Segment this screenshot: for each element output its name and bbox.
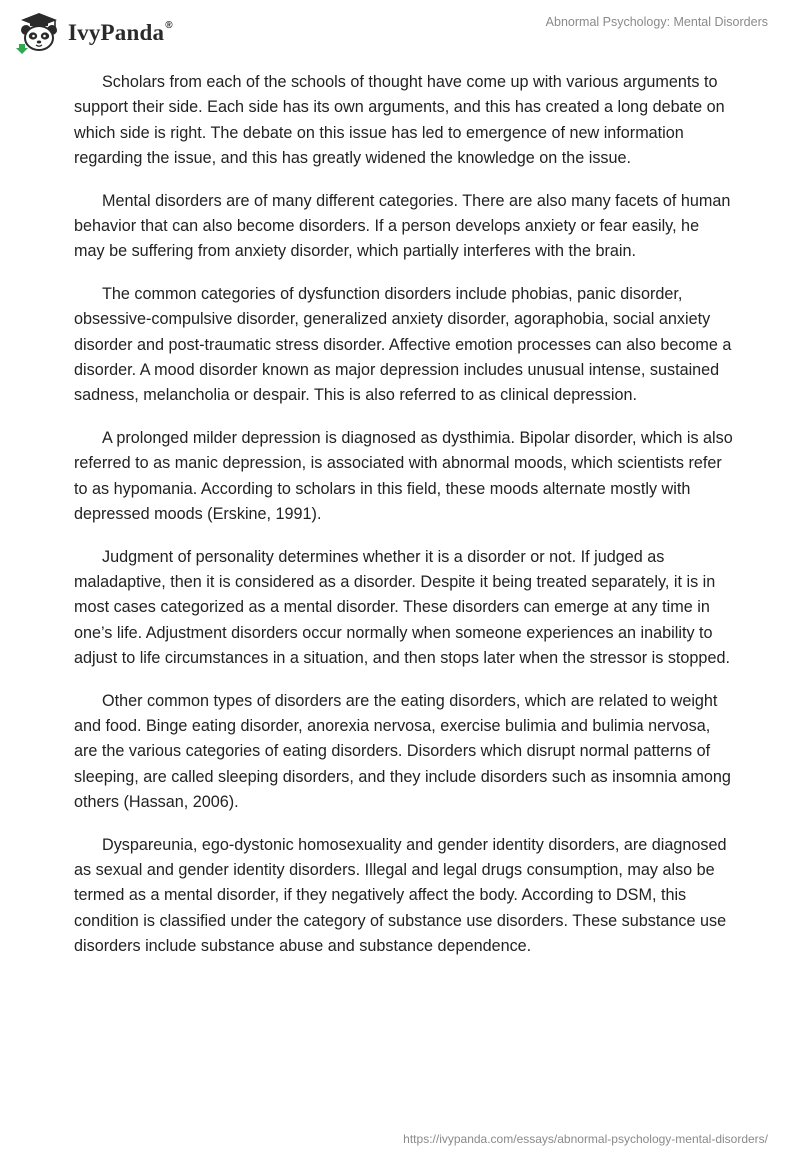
paragraph: The common categories of dysfunction disorders include phobias, panic disorder, obsessive-compulsive disorder, generalized anxiety disorder, agoraphobia, social anxiety disorder and post-traumatic stress disorder. Affective emotion processes can also become a disorder. A mood disorder known as major depression includes unusual intense, sustained sadness, melancholia or despair. This is also referred to as clinical depression.	[74, 284, 732, 405]
paragraph: Judgment of personality determines whether it is a disorder or not. If judged as maladaptive, then it is considered as a disorder. Despite it being treated separately, it is in most cases categorized as a mental disorder. These disorders can emerge at any time in one’s life. Adjustment disorders occur normally when someone experiences an inability to adjust to life circumstances in a situation, and then stops later when the stressor is stopped.	[74, 547, 730, 668]
paragraph: A prolonged milder depression is diagnosed as dysthimia. Bipolar disorder, which is also referred to as manic depression, is associated with abnormal moods, which scientists refer to as hypomania. According to scholars in this field, these moods alternate mostly with depressed moods (Erskine, 1991).	[74, 428, 733, 524]
paragraph: Scholars from each of the schools of thought have come up with various arguments to support their side. Each side has its own arguments, and this has created a long debate on which side is right. The debate on this issue has led to emergence of new information regarding the issue, and this has greatly widened the knowledge on the issue.	[74, 73, 725, 168]
paragraph: Other common types of disorders are the eating disorders, which are related to weight and food. Binge eating disorder, anorexia nervosa, exercise bulimia and bulimia nervosa, are the various categories of eating disorders. Disorders which disrupt normal patterns of sleeping, are called sleeping disorders, and they include disorders such as insomnia among others (Hassan, 2006).	[74, 691, 731, 812]
essay-body	[74, 70, 734, 977]
paragraph: Mental disorders are of many different categories. There are also many facets of human behavior that can also become disorders. If a person develops anxiety or fear easily, he may be suffering from anxiety disorder, which partially interferes with the brain.	[74, 191, 731, 261]
paragraph: Dyspareunia, ego-dystonic homosexuality and gender identity disorders, are diagnosed as sexual and gender identity disorders. Illegal and legal drugs consumption, may also be termed as a mental disorder, if they negatively affect the body. According to DSM, this condition is classified under the category of substance use disorders. These substance use disorders include substance abuse and substance dependence.	[74, 835, 727, 956]
logo-text: IvyPanda®	[68, 20, 173, 45]
source-url-link[interactable]: https://ivypanda.com/essays/abnormal-psychology-mental-disorders/	[403, 1132, 768, 1146]
panda-logo-icon	[16, 10, 62, 54]
document-title: Abnormal Psychology: Mental Disorders	[545, 15, 768, 29]
registered-mark: ®	[165, 20, 173, 32]
site-logo[interactable]	[16, 10, 173, 54]
